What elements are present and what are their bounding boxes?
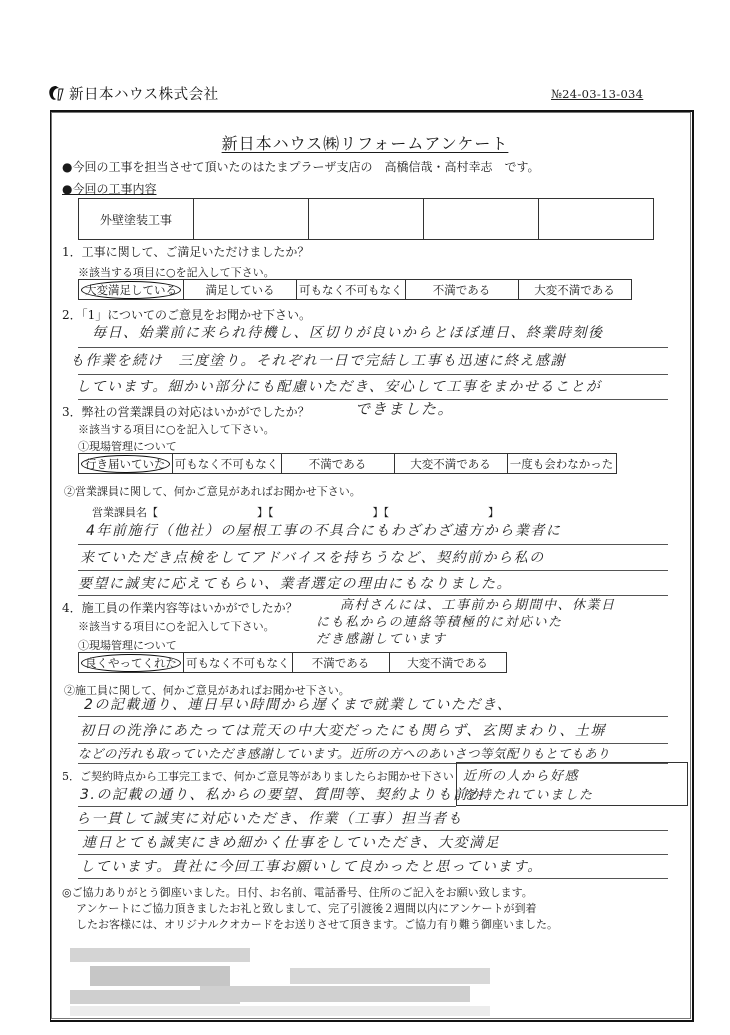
work-content-cell	[539, 199, 654, 240]
q4-answer-inline: 高村さんには、工事前から期間中、休業日	[340, 598, 616, 613]
work-content-cell	[309, 199, 424, 240]
ruled-line	[78, 830, 668, 831]
work-content-cell	[194, 199, 309, 240]
q4-options	[78, 652, 507, 673]
q5-answer-line: ら一貫して誠実に対応いただき、作業（工事）担当者も	[76, 811, 463, 827]
q5-answer-line: 3.の記載の通り、私からの要望、質問等、契約よりも前か	[80, 787, 484, 803]
q1-question: 1．工事に関して、ご満足いただけましたか？	[62, 245, 310, 259]
q4-option[interactable]	[389, 653, 506, 673]
q3-option-label: 可もなく不可もなく	[174, 456, 279, 471]
closing-line: アンケートにご協力頂きましたお礼と致しまして、完了引渡後２週間以内にアンケートが到着	[76, 902, 537, 915]
q3-option[interactable]	[507, 454, 616, 474]
q4-sub2-label: ②施工員に関して、何かご意見があればお聞かせ下さい。	[64, 684, 350, 697]
q5-answer-line: 連日とても誠実にきめ細かく仕事をしていただき、大変満足	[82, 835, 500, 851]
staff-name-field: 営業課員名【 】【 】【 】	[92, 506, 499, 519]
work-content-table	[78, 198, 654, 240]
work-content-cell	[424, 199, 539, 240]
q1-option[interactable]	[297, 280, 406, 300]
q4-option[interactable]	[292, 653, 389, 673]
q1-option[interactable]	[184, 280, 297, 300]
q4-answer-inline: にも私からの連絡等積極的に対応いた	[316, 615, 563, 630]
q2-answer-line: しています。細かい部分にも配慮いただき、安心して工事をまかせることが	[76, 379, 602, 395]
document-number: №24-03-13-034	[551, 87, 644, 101]
ruled-line	[78, 854, 668, 855]
q3-sub2-label: ②営業課員に関して、何かご意見があればお聞かせ下さい。	[64, 485, 361, 498]
q3-answer-line: 4年前施行（他社）の屋根工事の不具合にもわざわざ遠方から業者に	[86, 523, 562, 539]
q1-option[interactable]	[79, 280, 184, 300]
ruled-line	[78, 347, 668, 348]
q4-sub1-label: ①現場管理について	[78, 639, 177, 652]
company-logo-icon	[47, 85, 65, 103]
work-content-cell: 外壁塗装工事	[79, 199, 194, 240]
q3-options	[78, 453, 617, 474]
q4-option-label: 不満である	[311, 655, 370, 670]
company-name: 新日本ハウス株式会社	[69, 87, 219, 103]
q1-option[interactable]	[518, 280, 631, 300]
closing-line: ◎ご協力ありがとう御座いました。日付、お名前、電話番号、住所のご記入をお願い致します。	[62, 886, 533, 899]
q3-option-label-selected: 行き届いていた	[81, 455, 170, 473]
q1-instruction: ※該当する項目に○を記入して下さい。	[78, 266, 275, 279]
form-title-wrap	[0, 131, 730, 154]
q4-answer-inline: だき感謝しています	[316, 632, 447, 647]
ruled-line	[78, 374, 668, 375]
q3-instruction: ※該当する項目に○を記入して下さい。	[78, 423, 275, 436]
q1-option[interactable]	[405, 280, 518, 300]
ruled-line	[78, 544, 668, 545]
q3-option-label: 不満である	[308, 456, 367, 471]
work-content-label: ●今回の工事内容	[62, 182, 157, 196]
q3-option[interactable]	[281, 454, 394, 474]
q2-question: 2．「1」についてのご意見をお聞かせ下さい。	[62, 308, 312, 322]
ruled-line	[78, 716, 668, 717]
q3-sub1-label: ①現場管理について	[78, 440, 177, 453]
q1-option-label: 不満である	[432, 282, 491, 297]
q3-option[interactable]	[79, 454, 173, 474]
q3-option-label: 一度も会わなかった	[509, 456, 614, 471]
q4-answer-line: などの汚れも取っていただき感謝しています。近所の方へのあいさつ等気配りもとてもあり	[78, 746, 611, 761]
q5-answer-line: しています。貴社に今回工事お願いして良かったと思っています。	[80, 859, 543, 875]
q3-question: 3．弊社の営業課員の対応はいかがでしたか？	[62, 405, 310, 419]
q4-option[interactable]	[79, 653, 184, 673]
ruled-line	[78, 570, 668, 571]
q4-option-label: 可もなく不可もなく	[186, 655, 290, 670]
q4-option[interactable]	[184, 653, 293, 673]
ruled-line	[78, 806, 456, 807]
q2-answer-line: も作業を続け 三度塗り。それぞれ一日で完結し工事も迅速に終え感謝	[70, 353, 566, 369]
q2-answer-line: 毎日、始業前に来られ待機し、区切りが良いからとほぼ連日、終業時刻後	[92, 325, 604, 341]
q5-boxed-note	[456, 762, 688, 806]
q3-answer-inline: できました。	[355, 400, 455, 418]
q3-answer-line: 要望に誠実に応えてもらい、業者選定の理由にもなりました。	[78, 576, 512, 592]
q5-boxed-note-line: を持たれていました	[463, 788, 594, 803]
q4-answer-line: 2の記載通り、連日早い時間から遅くまで就業していただき、	[84, 697, 513, 713]
q1-options	[78, 279, 632, 300]
q4-option-label: 大変不満である	[407, 655, 488, 670]
q5-question: 5．ご契約時点から工事完工まで、何かご意見等がありましたらお聞かせ下さい	[62, 770, 454, 783]
q1-option-label: 可もなく不可もなく	[299, 282, 403, 297]
q4-option-label-selected: 良くやってくれた	[81, 654, 181, 672]
q1-option-label: 満足している	[205, 282, 275, 297]
q1-option-label: 大変不満である	[534, 282, 615, 297]
q3-option[interactable]	[394, 454, 507, 474]
form-title: 新日本ハウス㈱リフォームアンケート	[221, 134, 509, 153]
redacted-personal-info	[70, 940, 490, 1018]
q5-boxed-note-line: 近所の人から好感	[463, 769, 580, 784]
q4-question: 4．施工員の作業内容等はいかがでしたか？	[62, 601, 298, 615]
intro-line: ●今回の工事を担当させて頂いたのはたまプラーザ支店の 高橋信哉・高村幸志 です。	[62, 160, 540, 174]
company-header	[47, 83, 219, 104]
q3-option-label: 大変不満である	[410, 456, 491, 471]
q4-instruction: ※該当する項目に○を記入して下さい。	[78, 620, 275, 633]
ruled-line	[78, 878, 668, 879]
q4-answer-line: 初日の洗浄にあたっては荒天の中大変だったにも関らず、玄関まわり、土塀	[80, 723, 606, 739]
q1-option-label-selected: 大変満足している	[81, 281, 181, 299]
closing-line: したお客様には、オリジナルクオカードをお送りさせて頂きます。ご協力有り難う御座いました。	[76, 918, 559, 931]
q3-option[interactable]	[172, 454, 281, 474]
q3-answer-line: 来ていただき点検をしてアドバイスを持ちうなど、契約前から私の	[80, 550, 545, 566]
